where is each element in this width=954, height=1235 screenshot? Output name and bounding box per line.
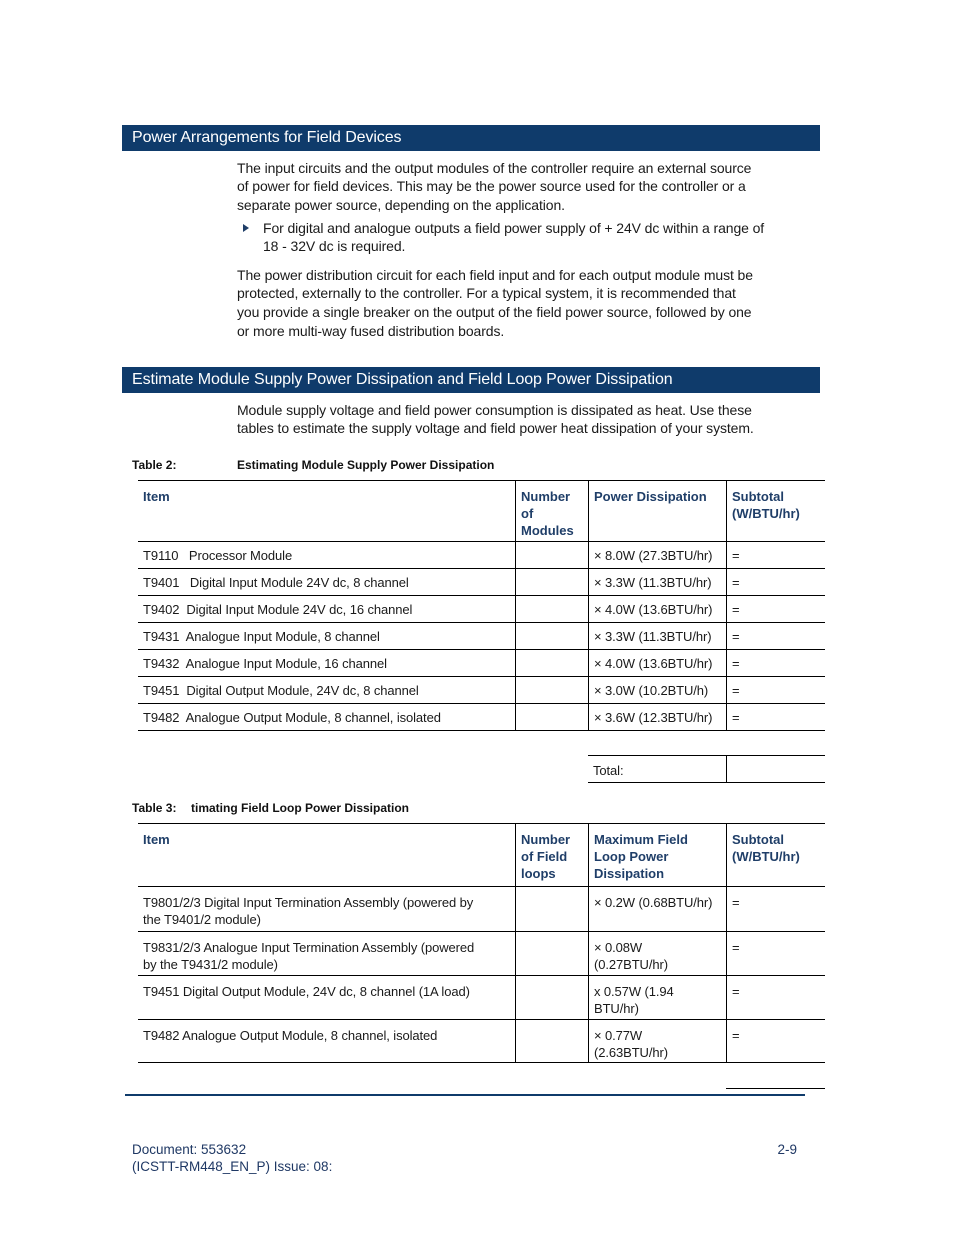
footer-divider: [125, 1094, 805, 1096]
paragraph-line: Module supply voltage and field power consumption is dissipated as heat. Use these: [237, 401, 752, 418]
total-value-cell: [726, 756, 825, 782]
dissipation-cell: [588, 932, 726, 975]
quantity-cell: [515, 976, 588, 1019]
subtotal-cell: [726, 596, 825, 622]
table-row: [138, 1020, 825, 1063]
table-2-caption: [132, 457, 495, 473]
cell-text-line: x 0.57W (1.94: [594, 984, 674, 999]
cell-text-line: T9831/2/3 Analogue Input Termination Assembly (powered: [143, 940, 475, 955]
subtotal-cell: [726, 650, 825, 676]
cell-text-line: × 3.6W (12.3BTU/hr): [594, 710, 713, 725]
cell-text-line: × 3.3W (11.3BTU/hr): [594, 575, 712, 590]
dissipation-cell: [588, 650, 726, 676]
cell-text-line: =: [732, 683, 740, 698]
dissipation-cell: [588, 542, 726, 568]
table-row: [138, 932, 825, 976]
paragraph-line: you provide a single breaker on the output of the field power source, followed by one: [237, 304, 752, 321]
column-header-dissipation: [588, 824, 726, 886]
dissipation-cell: [588, 704, 726, 730]
cell-text-line: of Field: [521, 849, 568, 864]
column-header-item: [138, 824, 515, 886]
estimate-paragraph: [237, 401, 754, 439]
cell-text-line: =: [732, 984, 740, 999]
cell-text-line: T9402 Digital Input Module 24V dc, 16 channel: [143, 602, 413, 617]
subtotal-cell: [726, 677, 825, 703]
footer-document-number: Document: 553632: [132, 1141, 247, 1157]
intro-paragraph: [237, 159, 751, 215]
item-cell: [138, 976, 515, 1019]
column-header-quantity: [515, 481, 588, 541]
quantity-cell: [515, 1020, 588, 1062]
footer-document-info: [132, 1141, 332, 1175]
cell-text-line: T9431 Analogue Input Module, 8 channel: [143, 629, 380, 644]
column-header-quantity: [515, 824, 588, 886]
paragraph-line: of power for field devices. This may be the power source used for the controller or a: [237, 178, 746, 195]
quantity-cell: [515, 677, 588, 703]
table-3-label: Table 3:: [132, 801, 177, 815]
paragraph-line: The power distribution circuit for each field input and for each output module must be: [237, 266, 753, 283]
quantity-cell: [515, 569, 588, 595]
cell-text-line: × 0.08W: [594, 940, 643, 955]
cell-text-line: T9482 Analogue Output Module, 8 channel, isolated: [143, 1028, 438, 1043]
cell-text-line: =: [732, 1028, 740, 1043]
dissipation-cell: [588, 976, 726, 1019]
item-cell: [138, 650, 515, 676]
cell-text-line: Dissipation: [594, 866, 665, 881]
cell-text-line: × 3.3W (11.3BTU/hr): [594, 629, 712, 644]
dissipation-cell: [588, 569, 726, 595]
cell-text-line: =: [732, 940, 740, 955]
bullet-arrow-icon: [243, 224, 249, 232]
quantity-cell: [515, 932, 588, 975]
table-row: [138, 596, 825, 623]
cell-text-line: (2.63BTU/hr): [594, 1045, 668, 1060]
paragraph-line: or more multi-way fused distribution boards.: [237, 322, 505, 339]
cell-text-line: × 0.77W: [594, 1028, 643, 1043]
cell-text-line: T9801/2/3 Digital Input Termination Assembly (powered by: [143, 895, 474, 910]
dissipation-cell: [588, 623, 726, 649]
cell-text-line: × 4.0W (13.6BTU/hr): [594, 602, 713, 617]
cell-text-line: T9110 Processor Module: [143, 548, 293, 563]
cell-text-line: =: [732, 629, 740, 644]
cell-text-line: Item: [143, 832, 170, 847]
table-row: [138, 623, 825, 650]
cell-text-line: (W/BTU/hr): [732, 849, 800, 864]
cell-text-line: × 4.0W (13.6BTU/hr): [594, 656, 713, 671]
column-header-item: [138, 481, 515, 541]
bullet-line: For digital and analogue outputs a field power supply of + 24V dc within a range of: [263, 219, 765, 236]
cell-text-line: Item: [143, 489, 170, 504]
subtotal-cell: [726, 887, 825, 931]
cell-text-line: loops: [521, 866, 556, 881]
table-row: [138, 677, 825, 704]
quantity-cell: [515, 704, 588, 730]
cell-text-line: =: [732, 602, 740, 617]
total-label: Total:: [593, 763, 624, 778]
cell-text-line: Power Dissipation: [594, 489, 707, 504]
column-header-subtotal: [726, 481, 825, 541]
section-heading-estimate-dissipation: Estimate Module Supply Power Dissipation and Field Loop Power Dissipation: [122, 367, 820, 393]
cell-text-line: Maximum Field: [594, 832, 688, 847]
subtotal-cell: [726, 569, 825, 595]
table-3-title: timating Field Loop Power Dissipation: [191, 801, 410, 815]
cell-text-line: Modules: [521, 523, 574, 538]
table-header-row: [138, 481, 825, 542]
cell-text-line: Number: [521, 489, 571, 504]
paragraph-line: protected, externally to the controller. For a typical system, it is recommended that: [237, 285, 736, 302]
cell-text-line: T9482 Analogue Output Module, 8 channel, isolated: [143, 710, 441, 725]
item-cell: [138, 887, 515, 931]
bullet-text: [263, 219, 764, 257]
subtotal-cell: [726, 704, 825, 730]
cell-text-line: =: [732, 895, 740, 910]
table-header-row: [138, 824, 825, 887]
quantity-cell: [515, 887, 588, 931]
subtotal-cell: [726, 1020, 825, 1062]
dissipation-cell: [588, 1020, 726, 1062]
cell-text-line: (W/BTU/hr): [732, 506, 800, 521]
table-2-title: Estimating Module Supply Power Dissipation: [237, 458, 495, 472]
table-3-caption: [132, 800, 410, 816]
cell-text-line: × 0.2W (0.68BTU/hr): [594, 895, 713, 910]
item-cell: [138, 704, 515, 730]
cell-text-line: the T9401/2 module): [143, 912, 261, 927]
cell-text-line: T9432 Analogue Input Module, 16 channel: [143, 656, 387, 671]
cell-text-line: of: [521, 506, 534, 521]
cell-text-line: BTU/hr): [594, 1001, 639, 1016]
item-cell: [138, 569, 515, 595]
paragraph-line: The input circuits and the output modules of the controller require an external source: [237, 159, 752, 176]
cell-text-line: =: [732, 656, 740, 671]
footer-issue: (ICSTT-RM448_EN_P) Issue: 08:: [132, 1158, 333, 1174]
item-cell: [138, 932, 515, 975]
table-row: [138, 704, 825, 731]
item-cell: [138, 596, 515, 622]
quantity-cell: [515, 623, 588, 649]
table-row: [138, 542, 825, 569]
dissipation-cell: [588, 677, 726, 703]
cell-text-line: (0.27BTU/hr): [594, 957, 668, 972]
cell-text-line: =: [732, 710, 740, 725]
cell-text-line: T9451 Digital Output Module, 24V dc, 8 channel: [143, 683, 419, 698]
item-cell: [138, 542, 515, 568]
field-loop-dissipation-table: [138, 823, 825, 1063]
dissipation-cell: [588, 596, 726, 622]
cell-text-line: Number: [521, 832, 571, 847]
cell-text-line: Subtotal: [732, 489, 784, 504]
quantity-cell: [515, 650, 588, 676]
item-cell: [138, 1020, 515, 1062]
subtotal-cell: [726, 542, 825, 568]
column-header-subtotal: [726, 824, 825, 886]
module-supply-dissipation-table: [138, 480, 825, 731]
distribution-paragraph: [237, 266, 753, 341]
section-heading-power-arrangements: Power Arrangements for Field Devices: [122, 125, 820, 151]
subtotal-cell: [726, 623, 825, 649]
subtotal-cell: [726, 932, 825, 975]
table-row: [138, 650, 825, 677]
cell-text-line: T9401 Digital Input Module 24V dc, 8 channel: [143, 575, 409, 590]
table-row: [138, 976, 825, 1020]
dissipation-cell: [588, 887, 726, 931]
table-row: [138, 569, 825, 596]
cell-text-line: Subtotal: [732, 832, 784, 847]
cell-text-line: by the T9431/2 module): [143, 957, 278, 972]
quantity-cell: [515, 542, 588, 568]
paragraph-line: tables to estimate the supply voltage and field power heat dissipation of your system.: [237, 420, 754, 437]
column-header-dissipation: [588, 481, 726, 541]
bullet-line: 18 - 32V dc is required.: [263, 238, 406, 255]
quantity-cell: [515, 596, 588, 622]
item-cell: [138, 677, 515, 703]
table-row: [138, 887, 825, 932]
page-number: 2-9: [777, 1141, 797, 1157]
cell-text-line: × 8.0W (27.3BTU/hr): [594, 548, 713, 563]
paragraph-line: separate power source, depending on the application.: [237, 197, 565, 214]
cell-text-line: T9451 Digital Output Module, 24V dc, 8 channel (1A load): [143, 984, 470, 999]
cell-text-line: =: [732, 575, 740, 590]
cell-text-line: =: [732, 548, 740, 563]
table-2-label: Table 2:: [132, 458, 177, 472]
cell-text-line: × 3.0W (10.2BTU/h): [594, 683, 709, 698]
total-underline: [726, 1088, 825, 1089]
subtotal-cell: [726, 976, 825, 1019]
cell-text-line: Loop Power: [594, 849, 669, 864]
item-cell: [138, 623, 515, 649]
total-row: [588, 755, 825, 783]
